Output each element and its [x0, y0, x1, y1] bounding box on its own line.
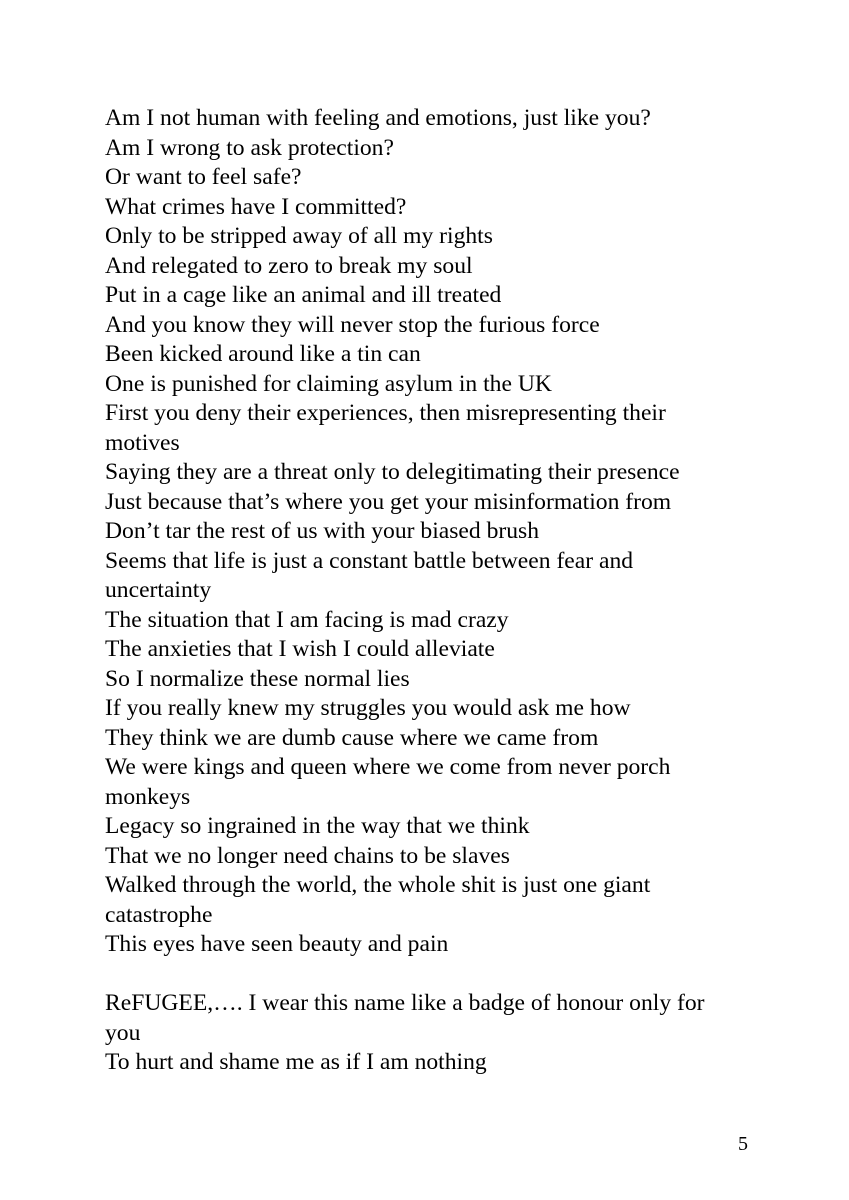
poem-line: Only to be stripped away of all my rights [105, 223, 493, 249]
poem-line: And relegated to zero to break my soul [105, 252, 473, 279]
poem-line: Walked through the world, the whole shit is just one giant catastrophe [105, 872, 651, 928]
poem-line: Legacy so ingrained in the way that we think [105, 813, 530, 839]
poem-line: The situation that I am facing is mad crazy [105, 606, 509, 633]
poem-line: Seems that life is just a constant battle between fear and uncertainty [105, 547, 634, 603]
poem-line: If you really knew my struggles you would ask me how [105, 695, 631, 721]
poem-line: Am I wrong to ask protection? [105, 134, 394, 161]
poem-line: Put in a cage like an animal and ill treated [105, 282, 502, 308]
poem-line: And you know they will never stop the furious force [105, 311, 600, 338]
poem-line: That we no longer need chains to be slaves [105, 842, 510, 869]
poem-line: Saying they are a threat only to delegitimating their presence [105, 459, 680, 485]
poem-line: So I normalize these normal lies [105, 665, 410, 692]
poem-line: Don’t tar the rest of us with your biased brush [105, 518, 540, 544]
poem-line: Just because that’s where you get your misinformation from [105, 488, 672, 515]
poem-line: Been kicked around like a tin can [105, 341, 421, 367]
poem-line: ReFUGEE,…. I wear this name like a badge of honour only for you [105, 990, 705, 1046]
poem-line: Am I not human with feeling and emotions, just like you? [105, 105, 651, 131]
poem-line: One is punished for claiming asylum in the UK [105, 370, 552, 397]
poem-line: We were kings and queen where we come from never porch monkeys [105, 754, 671, 810]
poem-line: To hurt and shame me as if I am nothing [105, 1049, 487, 1075]
stanza-2 [105, 989, 745, 1078]
poem-line: The anxieties that I wish I could alleviate [105, 636, 495, 662]
poem-line: What crimes have I committed? [105, 193, 407, 220]
poem-line: They think we are dumb cause where we came from [105, 724, 599, 751]
poem-line: This eyes have seen beauty and pain [105, 931, 449, 957]
poem-line: Or want to feel safe? [105, 164, 302, 190]
page-number: 5 [738, 1133, 748, 1155]
stanza-1 [105, 104, 745, 960]
poem-body [105, 104, 745, 1078]
poem-line: First you deny their experiences, then misrepresenting their motives [105, 400, 666, 456]
